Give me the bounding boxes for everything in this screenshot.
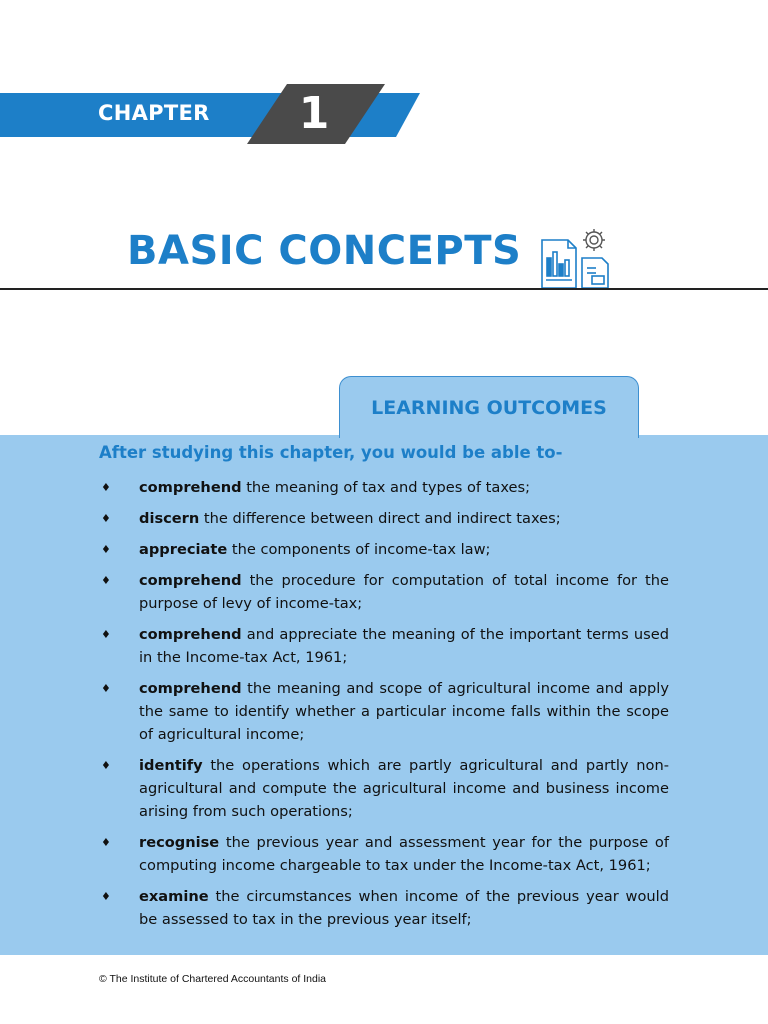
outcomes-intro: After studying this chapter, you would be able to- [99, 443, 563, 462]
chapter-number: 1 [298, 88, 330, 139]
list-item: ♦ examine the circumstances when income of the previous year would be assessed to tax in the previous year itself; [0, 885, 768, 931]
copyright-footer: © The Institute of Chartered Accountants of India [99, 973, 327, 985]
learning-outcomes-heading: LEARNING OUTCOMES [371, 397, 607, 419]
list-item: ♦ comprehend the procedure for computation of total income for the purpose of levy of income-tax; [0, 569, 768, 615]
bullet-icon: ♦ [101, 759, 111, 772]
learning-outcomes-tab [339, 376, 639, 438]
bullet-icon: ♦ [101, 890, 111, 903]
bullet-icon: ♦ [101, 481, 111, 494]
list-item: ♦ comprehend the meaning of tax and types of taxes; [0, 476, 768, 499]
bullet-icon: ♦ [101, 628, 111, 641]
title-divider [0, 288, 768, 290]
gear-rupee-icon [583, 229, 605, 251]
list-item: ♦ recognise the previous year and assessment year for the purpose of computing income chargeable to tax under the Income-tax Act, 1961; [0, 831, 768, 877]
list-item: ♦ discern the difference between direct and indirect taxes; [0, 507, 768, 530]
bullet-icon: ♦ [101, 574, 111, 587]
bullet-icon: ♦ [101, 682, 111, 695]
outcomes-list [0, 476, 768, 939]
bullet-icon: ♦ [101, 543, 111, 556]
list-item: ♦ comprehend and appreciate the meaning of the important terms used in the Income-tax Act, 1961; [0, 623, 768, 669]
document-chart-icon [538, 228, 614, 290]
list-item: ♦ appreciate the components of income-tax law; [0, 538, 768, 561]
list-item: ♦ identify the operations which are partly agricultural and partly non-agricultural and compute the agricultural income and business income arising from such operations; [0, 754, 768, 823]
ledger-document-icon [582, 258, 608, 288]
chapter-label: CHAPTER [98, 101, 210, 125]
bullet-icon: ♦ [101, 512, 111, 525]
page-title: BASIC CONCEPTS [127, 228, 522, 274]
list-item: ♦ comprehend the meaning and scope of agricultural income and apply the same to identify whether a particular income falls within the scope of agricultural income; [0, 677, 768, 746]
bullet-icon: ♦ [101, 836, 111, 849]
